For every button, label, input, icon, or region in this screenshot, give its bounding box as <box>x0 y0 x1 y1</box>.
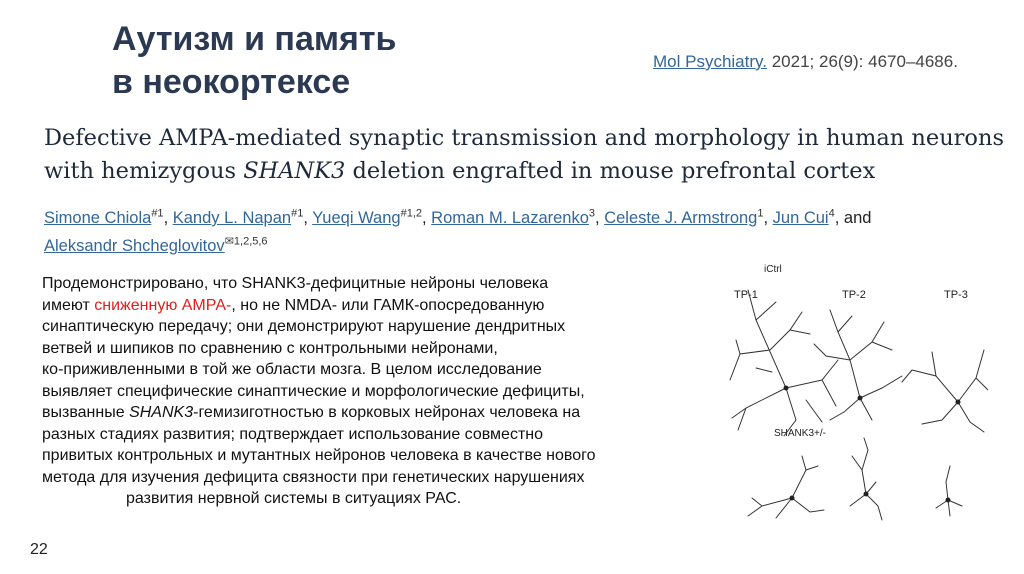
neuron-morphology-figure <box>726 260 988 526</box>
author-link[interactable]: Celeste J. Armstrong <box>604 209 758 227</box>
summary-line: разных стадиях развития; подтверждает использование совместно <box>42 425 544 443</box>
author-list <box>44 204 1004 260</box>
affiliation-sup: 1,2,5,6 <box>233 235 268 248</box>
author-link[interactable]: Yueqi Wang <box>312 209 401 227</box>
neuron-somata <box>784 386 961 503</box>
affiliation-sup: 4 <box>828 207 835 220</box>
summary-line <box>42 402 722 424</box>
journal-citation <box>653 52 958 72</box>
paper-title-line-1: Defective AMPA-mediated synaptic transmission and morphology in human neurons <box>44 125 1005 151</box>
group-label-shank3: SHANK3+/- <box>774 428 826 439</box>
summary-fragment: -гемизиготностью в корковых нейронах человека на <box>193 404 581 421</box>
label-tp3: TP-3 <box>944 289 968 301</box>
gene-name: SHANK3 <box>243 158 346 184</box>
summary-fragment: вызванные <box>42 404 130 421</box>
author-link[interactable]: Jun Cui <box>772 209 829 227</box>
paper-title-line-2 <box>44 155 1004 188</box>
label-tp1: TP-1 <box>734 289 758 301</box>
paper-title <box>44 122 1004 188</box>
affiliation-sup: #1 <box>151 207 164 220</box>
author-link[interactable]: Roman M. Lazarenko <box>431 209 589 227</box>
affiliation-sup: #1,2 <box>400 207 422 220</box>
author-link[interactable]: Simone Chiola <box>44 209 152 227</box>
summary-line: ко-приживленными в той же области мозга. В целом исследование <box>42 361 542 378</box>
paper-title-text: deletion engrafted in mouse prefrontal cortex <box>345 158 876 184</box>
summary-line: синаптическую передачу; они демонстрируют нарушение дендритных <box>42 318 566 335</box>
mail-icon[interactable]: ✉ <box>224 235 234 248</box>
summary-fragment: имеют <box>42 296 95 314</box>
affiliation-sup: 1 <box>757 207 764 220</box>
affiliation-sup: #1 <box>291 207 304 220</box>
summary-text <box>42 273 722 510</box>
summary-line: выявляет специфические синаптические и морфологические дефициты, <box>42 382 585 400</box>
summary-line <box>42 295 722 317</box>
journal-details: 2021; 26(9): 4670–4686. <box>767 52 958 71</box>
slide-title-line-1: Аутизм и память <box>112 20 397 58</box>
author-line-1: Simone Chiola$^{\#1}$, Kandy L. Napan$^{\#1}$, Yueqi Wang$^{\#1,2}$, Roman M. Lazarenko$^3$, Celeste J. Armstrong$^1$, Jun Cui$^4$, and <box>44 207 872 227</box>
authors-and: and <box>843 209 872 227</box>
author-link[interactable]: Aleksandr Shcheglovitov <box>44 237 225 255</box>
summary-line: развития нервной системы в ситуациях РАС. <box>126 490 462 507</box>
summary-line: метода для изучения дефицита связности при генетических нарушениях <box>42 468 585 486</box>
journal-link[interactable]: Mol Psychiatry. <box>653 52 767 71</box>
highlighted-text: сниженную АМРА- <box>94 296 232 314</box>
summary-line: привитых контрольных и мутантных нейронов человека в качестве нового <box>42 447 596 464</box>
author-link[interactable]: Kandy L. Napan <box>172 209 292 227</box>
label-tp2: TP-2 <box>842 289 866 301</box>
summary-line: ветвей и шипиков по сравнению с контрольными нейронами, <box>42 339 498 357</box>
slide-title-line-2: в неокортексе <box>112 63 351 101</box>
page-number: 22 <box>30 541 48 558</box>
summary-line: Продемонстрировано, что SHANK3-дефицитные нейроны человека <box>42 275 549 292</box>
neuron-tracings <box>730 290 988 520</box>
paper-title-text: with hemizygous <box>44 158 244 184</box>
group-label-ictrl: iCtrl <box>764 264 782 275</box>
summary-fragment: , но не NMDA- или ГАМК-опосредованную <box>231 296 545 314</box>
gene-name: SHANK3 <box>129 404 194 421</box>
affiliation-sup: 3 <box>588 207 596 220</box>
author-line-2 <box>44 232 1004 260</box>
slide-title <box>112 18 396 104</box>
